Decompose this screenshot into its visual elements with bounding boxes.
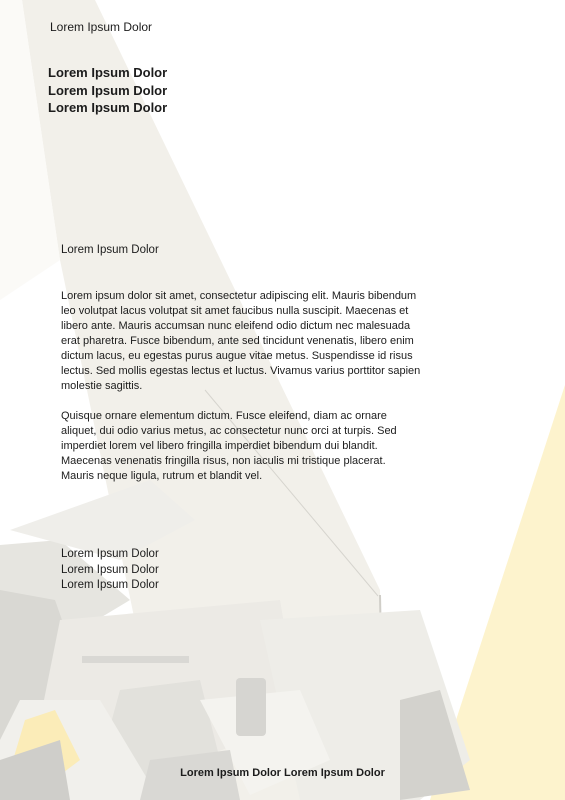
body-paragraph: Lorem ipsum dolor sit amet, consectetur adipiscing elit. Mauris bibendum leo volutpat lacus volutpat sit amet faucibus nulla suscipit. Maecenas et libero ante. Mauris accumsan nunc eleifend odio dictum nec malesuada erat pharetra. Fusce bibendum, ante sed tincidunt venenatis, libero enim dictum lacus, eu egestas purus augue vitae metus. Suspendisse id risus lectus. Sed mollis egestas lectus et luctus. Vivamus varius porttitor sapien molestie sagittis. bbox=[61, 290, 421, 392]
letterhead-bold-line: Lorem Ipsum Dolor bbox=[48, 65, 168, 80]
closing-line: Lorem Ipsum Dolor bbox=[61, 579, 159, 591]
letterhead-bold-line: Lorem Ipsum Dolor bbox=[48, 100, 168, 115]
letter-body bbox=[61, 289, 421, 499]
collage-bar bbox=[82, 656, 189, 663]
letter-salutation: Lorem Ipsum Dolor bbox=[61, 244, 159, 256]
collage-rounded-block bbox=[236, 678, 266, 736]
letterhead-bold-line: Lorem Ipsum Dolor bbox=[48, 82, 168, 98]
footer-text: Lorem Ipsum Dolor Lorem Ipsum Dolor bbox=[180, 767, 385, 779]
letterhead-bold-block bbox=[48, 64, 167, 117]
closing-line: Lorem Ipsum Dolor bbox=[61, 563, 159, 576]
footer bbox=[0, 767, 565, 779]
letterhead-top-label: Lorem Ipsum Dolor bbox=[50, 20, 153, 34]
letter-closing bbox=[61, 547, 159, 594]
closing-line: Lorem Ipsum Dolor bbox=[61, 548, 159, 560]
body-paragraph: Quisque ornare elementum dictum. Fusce eleifend, diam ac ornare aliquet, dui odio varius metus, ac consectetur nunc orci at turpis. Sed imperdiet lorem vel libero fringilla imperdiet bibendum dui blandit. Maecenas venenatis fringilla risus, non iaculis mi tristique placerat. Mauris neque ligula, rutrum et blandit vel. bbox=[61, 410, 397, 482]
